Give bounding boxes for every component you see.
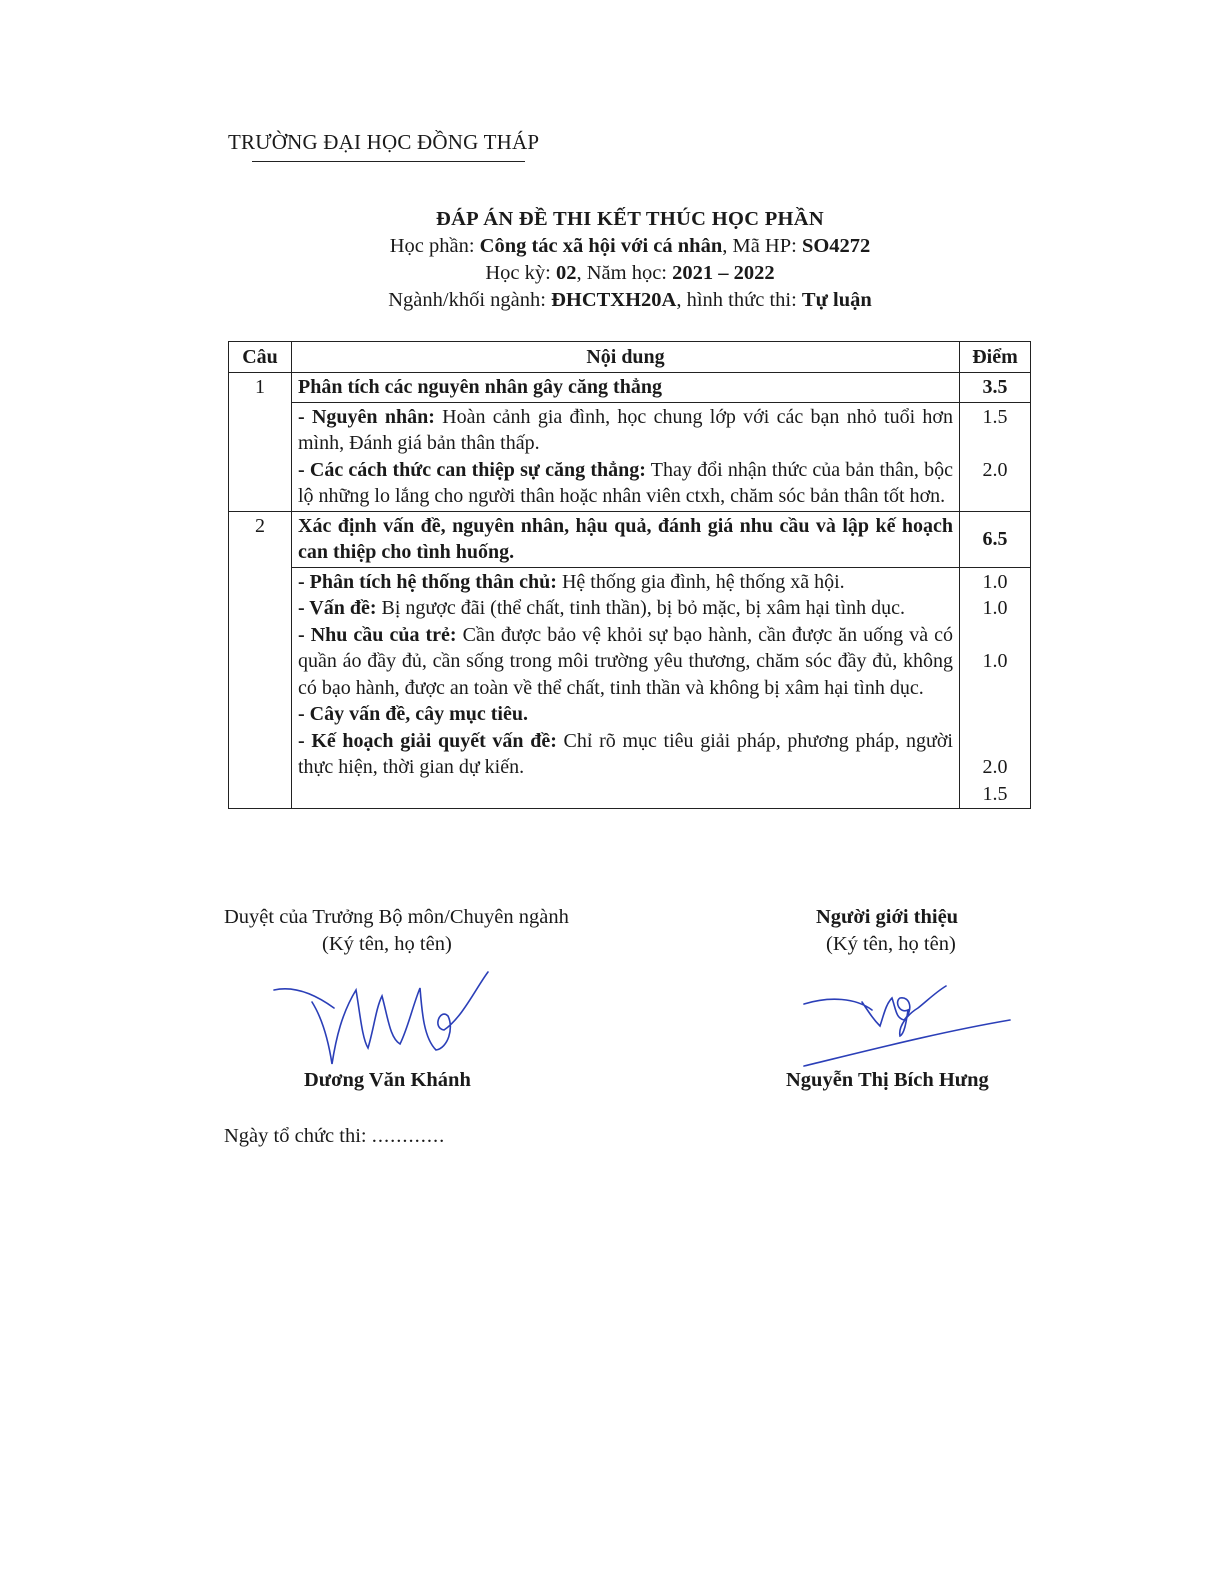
presenter-label: Người giới thiệu — [816, 906, 959, 928]
item-score: 1.5 — [982, 782, 1008, 805]
q2-items-row — [229, 567, 1031, 809]
presenter-signature — [800, 980, 1014, 1070]
q2-number: 2 — [229, 511, 292, 809]
q1-heading-row — [229, 373, 1031, 403]
q2-heading-row — [229, 511, 1031, 567]
course-line — [0, 233, 1225, 260]
item-label: - Nguyên nhân: — [298, 405, 435, 428]
form-label: , hình thức thi: — [676, 289, 802, 311]
item-text: Bị ngược đãi (thể chất, tinh thần), bị bỏ mặc, bị xâm hại tình dục. — [376, 597, 906, 619]
major-label: Ngành/khối ngành: — [388, 289, 552, 311]
item-label: - Phân tích hệ thống thân chủ: — [298, 570, 557, 593]
major-value: ĐHCTXH20A — [551, 289, 677, 311]
q2-heading: Xác định vấn đề, nguyên nhân, hậu quả, đánh giá nhu cầu và lập kế hoạch can thiệp cho tình huống. — [292, 511, 960, 567]
year-value: 2021 – 2022 — [672, 262, 775, 284]
item-text: Hệ thống gia đình, hệ thống xã hội. — [556, 570, 845, 593]
q2-heading-score: 6.5 — [960, 511, 1031, 567]
semester-label: Học kỳ: — [485, 262, 556, 284]
approver-name: Dương Văn Khánh — [304, 1069, 471, 1091]
exam-date-label: Ngày tổ chức thi: — [224, 1125, 372, 1147]
item-score: 1.0 — [982, 570, 1008, 593]
document-title: ĐÁP ÁN ĐỀ THI KẾT THÚC HỌC PHẦN — [435, 208, 825, 230]
item-label: - Vấn đề: — [298, 597, 377, 619]
list-item — [298, 457, 953, 510]
item-score: 1.0 — [982, 597, 1008, 619]
item-text: Chỉ rõ mục tiêu giải pháp, phương pháp, người thực hiện, thời gian dự kiến. — [298, 729, 953, 778]
item-label: - Cây vấn đề, cây mục tiêu. — [298, 703, 528, 725]
course-code: SO4272 — [801, 235, 871, 257]
answer-table — [228, 341, 1031, 809]
q1-item-scores — [960, 402, 1031, 511]
list-item — [298, 404, 953, 457]
presenter-note: (Ký tên, họ tên) — [826, 933, 956, 955]
q1-heading: Phân tích các nguyên nhân gây căng thẳng — [292, 373, 960, 403]
approver-signature — [272, 968, 494, 1072]
course-label: Học phần: — [389, 235, 480, 257]
item-score: 2.0 — [982, 756, 1008, 778]
list-item — [298, 622, 953, 702]
item-score: 1.0 — [982, 650, 1008, 672]
approver-label: Duyệt của Trưởng Bộ môn/Chuyên ngành — [224, 906, 569, 928]
header-noi-dung: Nội dung — [292, 342, 960, 373]
year-label: , Năm học: — [576, 262, 673, 284]
presenter-name: Nguyễn Thị Bích Hưng — [786, 1069, 989, 1091]
exam-date-line — [224, 1125, 445, 1148]
table-header-row — [229, 342, 1031, 373]
item-label: - Kế hoạch giải quyết vấn đề: — [298, 729, 557, 752]
code-label: , Mã HP: — [722, 235, 802, 257]
semester-line — [0, 260, 1225, 287]
semester-value: 02 — [555, 262, 577, 284]
item-text: Cần được bảo vệ khỏi sự bạo hành, cần được ăn uống và có quần áo đầy đủ, cần sống trong môi trường yêu thương, chăm sóc đầy đủ, không có bạo hành, được an toàn về thể chất, tinh thần và không bị xâm hại tình dục. — [298, 623, 953, 699]
item-label: - Các cách thức can thiệp sự căng thẳng: — [298, 458, 646, 481]
list-item — [298, 728, 953, 781]
item-score: 2.0 — [982, 458, 1008, 481]
list-item — [298, 569, 953, 596]
document-header — [0, 205, 1225, 314]
item-text: Hoàn cảnh gia đình, học chung lớp với các bạn nhỏ tuổi hơn mình, Đánh giá bản thân thấp. — [298, 405, 953, 454]
form-value: Tự luận — [801, 289, 872, 311]
q2-items — [292, 567, 960, 809]
list-item — [298, 595, 953, 622]
course-name: Công tác xã hội với cá nhân — [479, 235, 723, 257]
q1-items — [292, 402, 960, 511]
exam-date-value: ............ — [371, 1125, 446, 1147]
item-label: - Nhu cầu của trẻ: — [298, 623, 457, 646]
school-underline — [252, 161, 525, 162]
q1-heading-score: 3.5 — [960, 373, 1031, 403]
q2-item-scores — [960, 567, 1031, 809]
item-text: Thay đổi nhận thức của bản thân, bộc lộ những lo lắng cho người thân hoặc nhân viên ctxh, chăm sóc bản thân tốt hơn. — [298, 458, 953, 507]
major-line — [0, 287, 1225, 314]
list-item — [298, 701, 953, 728]
q1-items-row — [229, 402, 1031, 511]
header-diem: Điểm — [960, 342, 1031, 373]
header-cau: Câu — [229, 342, 292, 373]
school-name: TRƯỜNG ĐẠI HỌC ĐỒNG THÁP — [228, 130, 540, 154]
approver-note: (Ký tên, họ tên) — [322, 933, 452, 955]
item-score: 1.5 — [982, 405, 1008, 428]
q1-number: 1 — [229, 373, 292, 512]
